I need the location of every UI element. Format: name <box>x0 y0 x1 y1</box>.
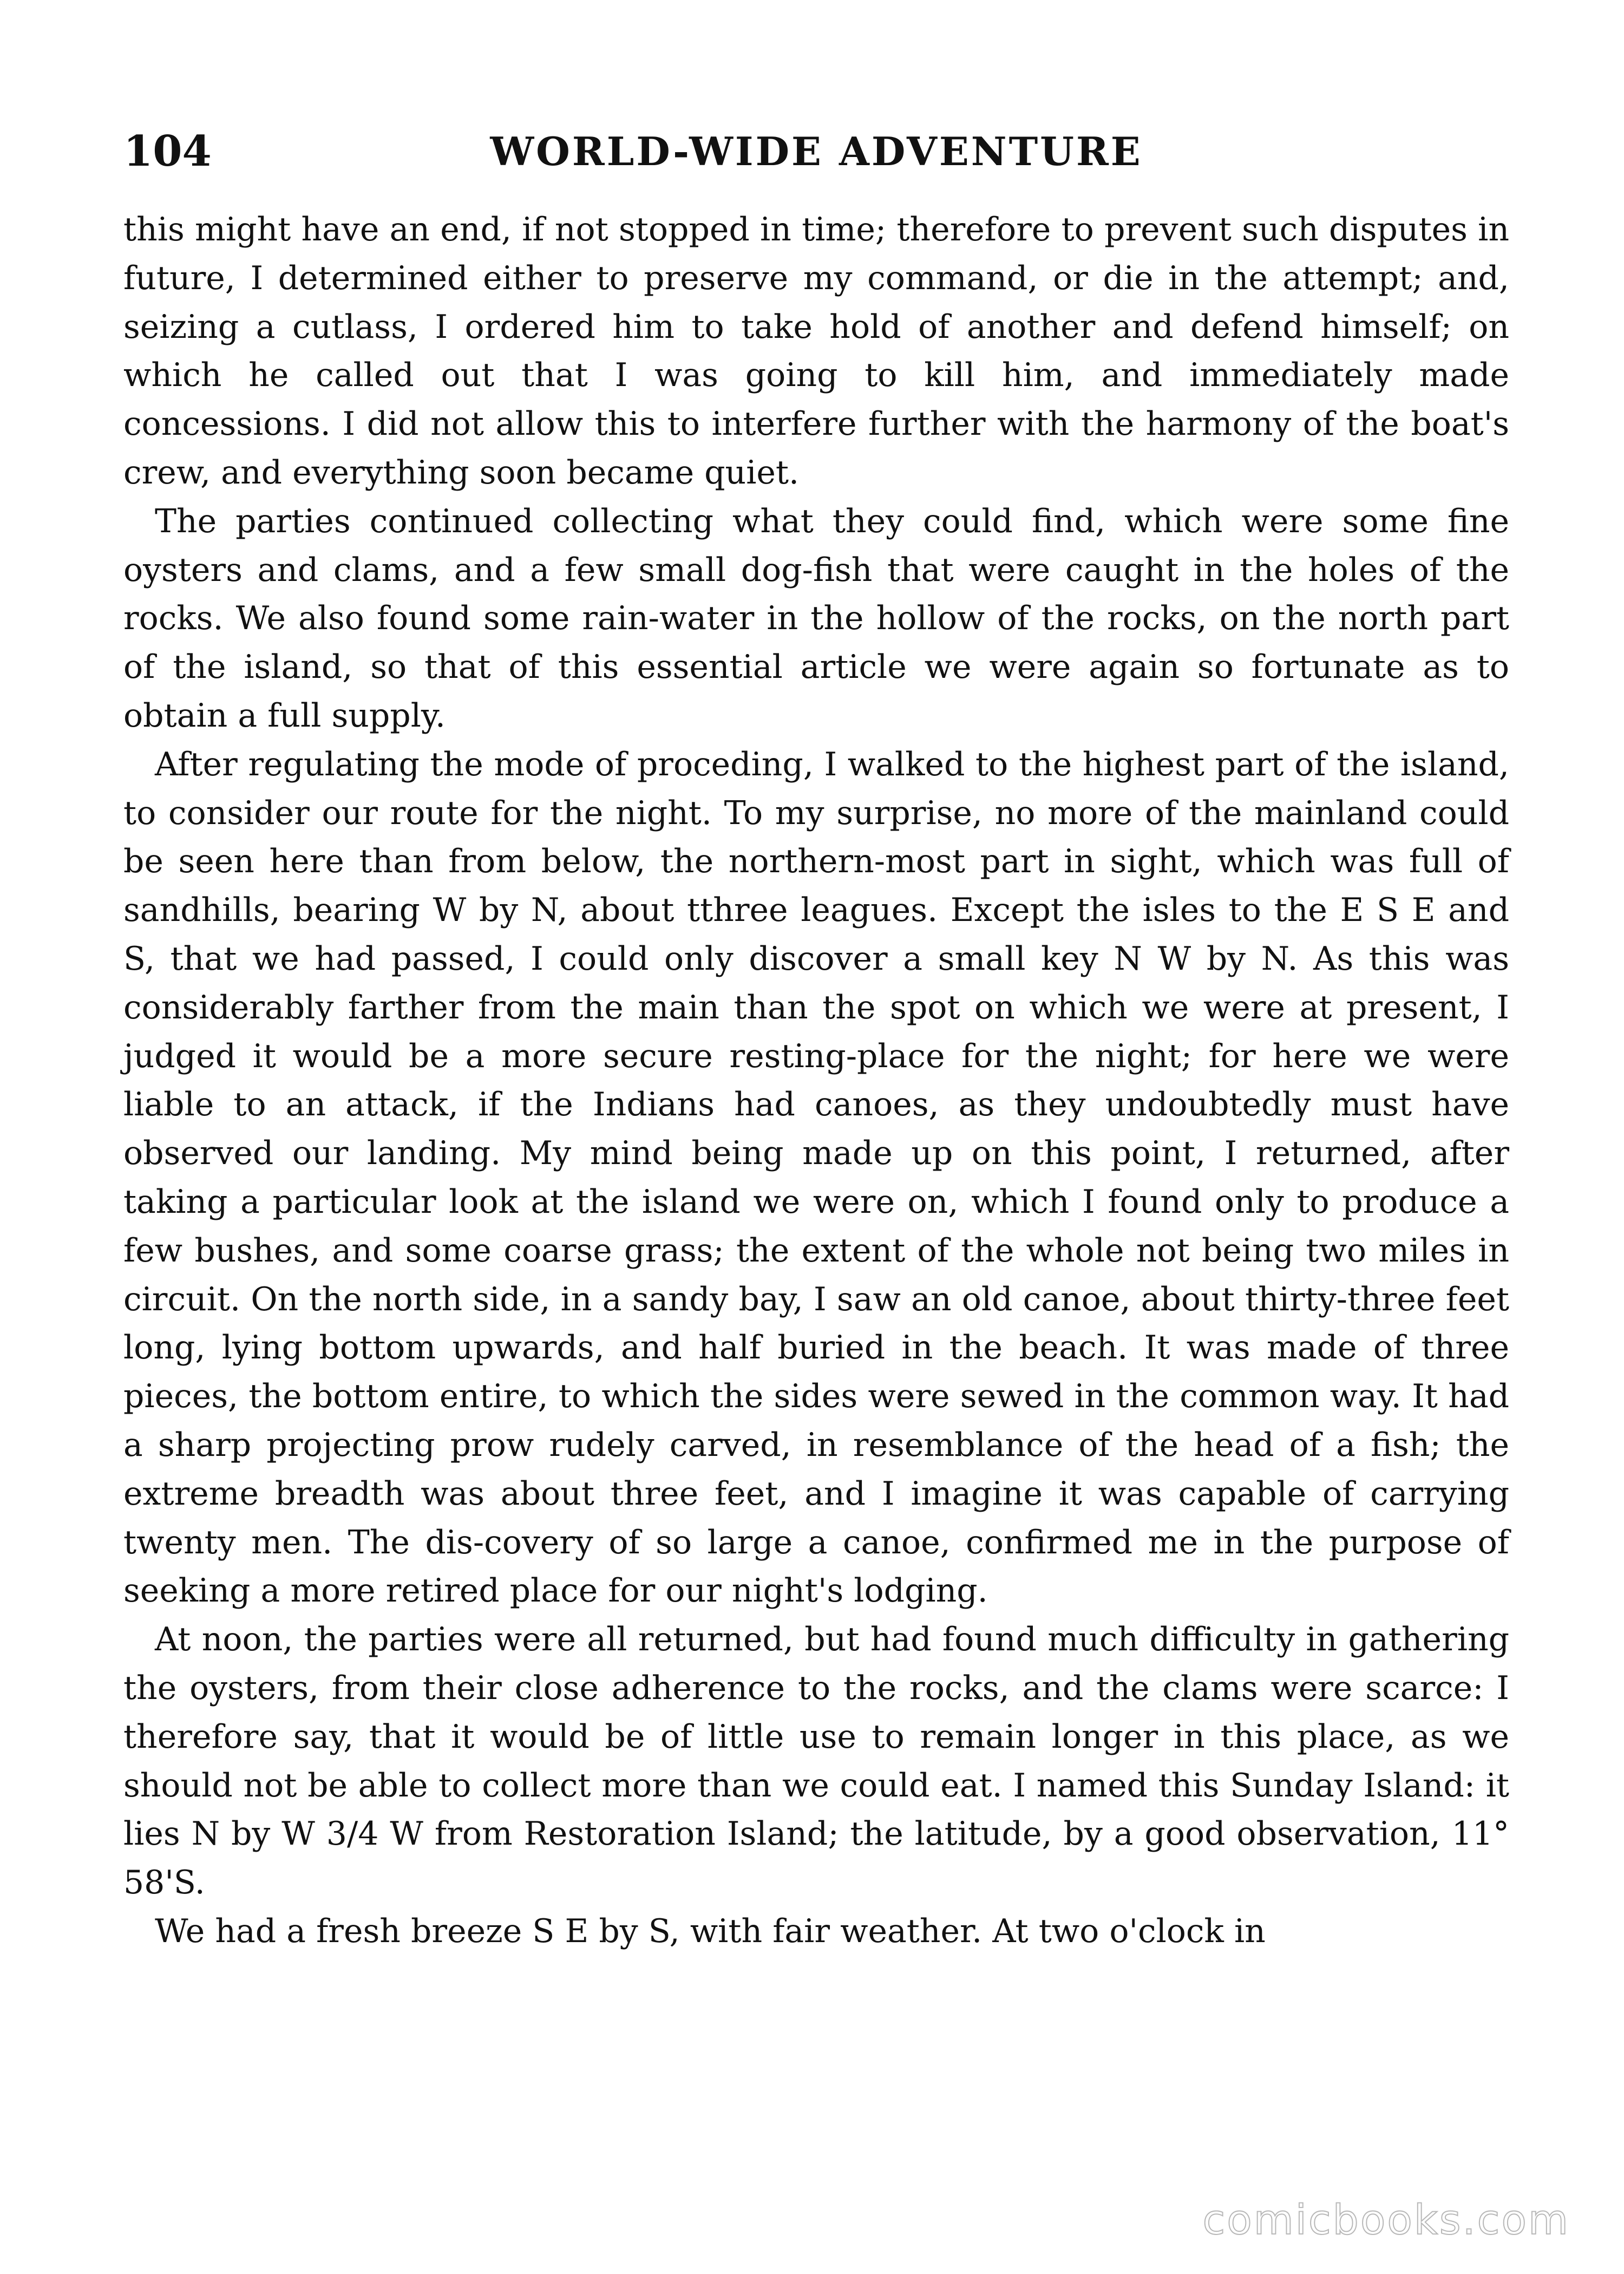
paragraph: At noon, the parties were all returned, but had found much difficulty in gathering the oysters, from their close adherence to the rocks, and the clams were scarce: I therefore say, that it would be of little use to remain longer in this place, as we should not be able to collect more than we could eat. I named this Sunday Island: it lies N by W 3/4 W from Restoration Island; the latitude, by a good observation, 11° 58'S. <box>123 1620 1509 1902</box>
paragraph-final: We had a fresh breeze S E by S, with fair weather. At two o'clock in <box>155 1912 1266 1950</box>
running-title: WORLD-WIDE ADVENTURE <box>490 128 1143 174</box>
paragraph: After regulating the mode of proceding, I walked to the highest part of the island, to consider our route for the night. To my surprise, no more of the mainland could be seen here than from below, the northern-most part in sight, which was full of sandhills, bearing W by N, about tthree leagues. Except the isles to the E S E and S, that we had passed, I could only discover a small key N W by N. As this was considerably farther from the main than the spot on which we were at present, I judged it would be a more secure resting-place for the night; for here we were liable to an attack, if the Indians had canoes, as they undoubtedly must have observed our landing. My mind being made up on this point, I returned, after taking a particular look at the island we were on, which I found only to produce a few bushes, and some coarse grass; the extent of the whole not being two miles in circuit. On the north side, in a sandy bay, I saw an old canoe, about thirty-three feet long, lying bottom upwards, and half buried in the beach. It was made of three pieces, the bottom entire, to which the sides were sewed in the common way. It had a sharp projecting prow rudely carved, in resemblance of the head of a fish; the extreme breadth was about three feet, and I imagine it was capable of carrying twenty men. The dis-covery of so large a canoe, confirmed me in the purpose of seeking a more retired place for our night's lodging. <box>123 745 1509 1610</box>
body-text <box>123 206 1509 1956</box>
page-number: 104 <box>123 127 212 176</box>
page-header <box>123 122 1509 181</box>
paragraph-continuation: this might have an end, if not stopped in time; therefore to prevent such disputes in future, I determined either to preserve my command, or die in the attempt; and, seizing a cutlass, I ordered him to take hold of another and defend himself; on which he called out that I was going to kill him, and immediately made concessions. I did not allow this to interfere further with the harmony of the boat's crew, and everything soon became quiet. <box>123 211 1509 492</box>
paragraph: The parties continued collecting what they could find, which were some fine oysters and clams, and a few small dog-fish that were caught in the holes of the rocks. We also found some rain-water in the hollow of the rocks, on the north part of the island, so that of this essential article we were again so fortunate as to obtain a full supply. <box>123 502 1509 735</box>
watermark: comicbooks.com <box>1202 2195 1570 2244</box>
